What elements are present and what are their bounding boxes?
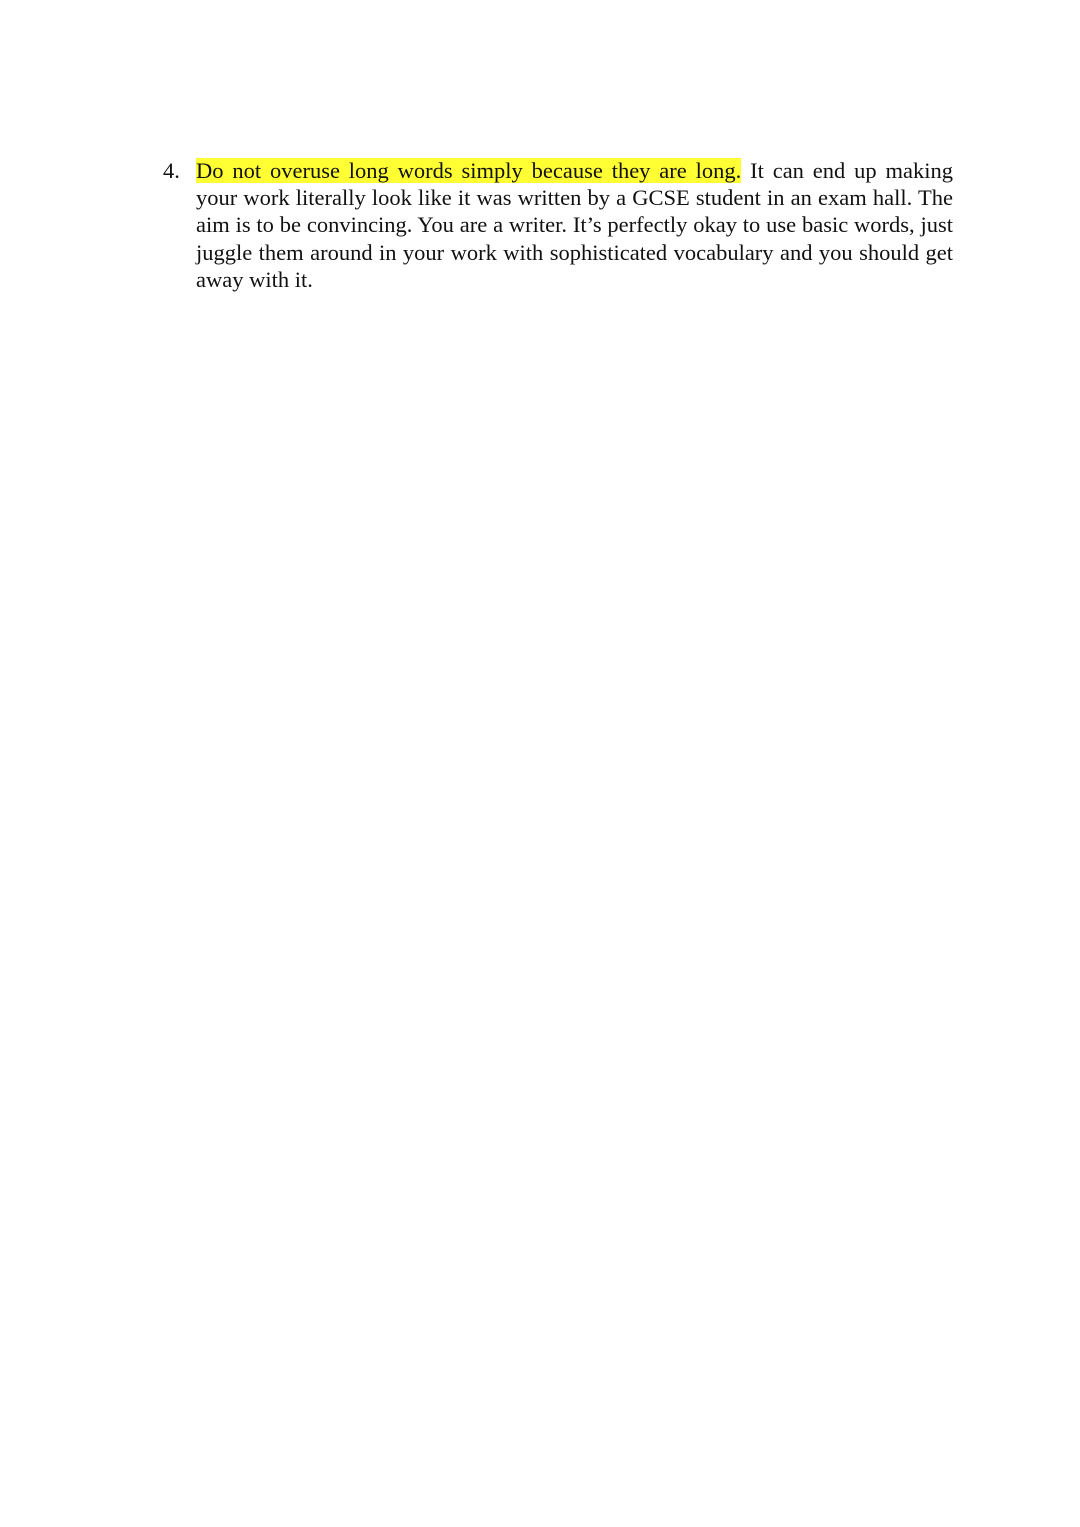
list-item-number: 4. [163,158,180,183]
list-item-text [196,157,953,293]
highlighted-sentence: Do not overuse long words simply because they are long. [196,158,742,183]
body-text: It can end up making your work literally look like it was written by a GCSE student in an exam hall. The aim is to be convincing. You are a writer. It’s perfectly okay to use basic words, just juggle them around in your work with sophisticated vocabulary and you should get away with it. [196,158,953,292]
numbered-list-item [163,157,953,293]
